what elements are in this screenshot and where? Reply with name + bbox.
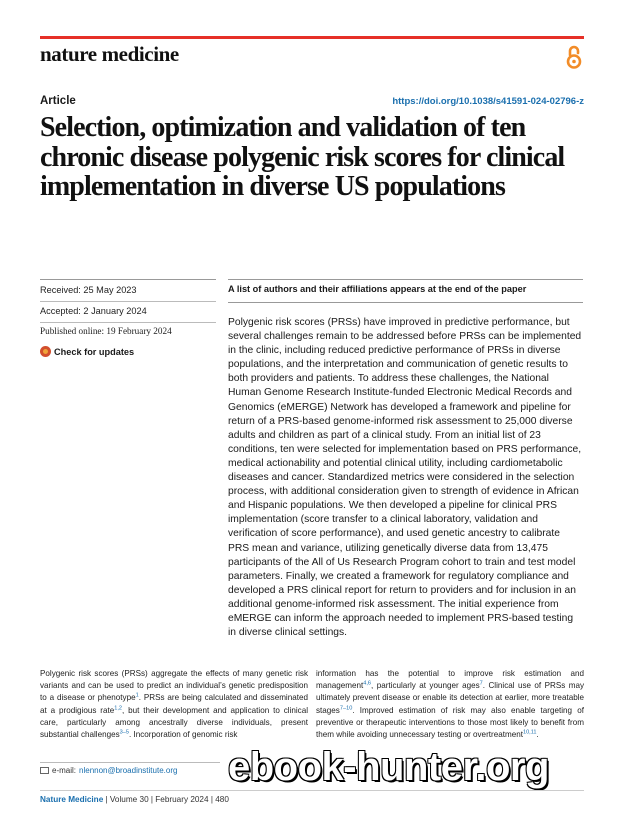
body-text: .	[536, 730, 539, 740]
divider	[228, 279, 583, 280]
article-type: Article	[40, 95, 76, 107]
body-text: Polygenic risk scores (PRSs) aggregate the effects of many genetic risk variants and can be used to predict an individual’s genetic predisposition to a disease or phenotype	[40, 669, 308, 703]
body-text: . PRSs are being calculated and disseminated at a prodigious rate	[40, 693, 308, 715]
divider	[40, 301, 216, 302]
watermark: ebook-hunter.org	[228, 745, 549, 789]
citation-link[interactable]: 7	[479, 680, 483, 687]
open-access-icon	[565, 44, 583, 70]
journal-name: nature medicine	[40, 42, 179, 66]
published-date: Published online: 19 February 2024	[40, 326, 172, 336]
email-link[interactable]: nlennon@broadinstitute.org	[79, 766, 178, 775]
divider	[40, 322, 216, 323]
citation-link[interactable]: 7–10	[339, 704, 353, 711]
body-text: , particularly at younger ages	[371, 681, 480, 691]
body-column-1	[40, 668, 308, 741]
divider	[40, 762, 220, 763]
citation-link[interactable]: 4,6	[363, 680, 372, 687]
check-for-updates-label: Check for updates	[54, 346, 135, 357]
citation-link[interactable]: 3–5	[119, 729, 129, 736]
accepted-date: Accepted: 2 January 2024	[40, 306, 147, 316]
envelope-icon	[40, 767, 49, 774]
header-rule	[40, 36, 584, 39]
citation-link[interactable]: 1,2	[114, 704, 122, 711]
citation-link[interactable]: 10,11	[522, 729, 537, 736]
body-text: . Improved estimation of risk may also enable targeting of preventive or therapeutic interventions to those most likely to benefit from them while avoiding unnecessary testing or overtreatment	[316, 705, 584, 740]
check-for-updates-button[interactable]	[40, 346, 134, 357]
doi-link[interactable]: https://doi.org/10.1038/s41591-024-02796-z	[392, 96, 584, 107]
footer-issue: | Volume 30 | February 2024 | 480	[103, 795, 229, 804]
correspondence-email	[40, 766, 177, 775]
crossmark-icon	[40, 346, 51, 357]
abstract: Polygenic risk scores (PRSs) have improved in predictive performance, but several challenges remain to be addressed before PRSs can be implemented in the clinic, including reduced predictive performance of PRSs in diverse populations, and the interpretation and communication of genetic results to both providers and patients. To address these challenges, the National Human Genome Research Institute-funded Electronic Medical Records and Genomics (eMERGE) Network has developed a framework and pipeline for return of a PRS-based genome-informed risk assessment to 25,000 diverse adults and children as part of a clinical study. From an initial list of 23 conditions, ten were selected for implementation based on PRS performance, medical actionability and potential clinical utility, including cardiometabolic diseases and cancer. Standardized metrics were considered in the selection process, with additional consideration given to strength of evidence in African and Hispanic populations. We then developed a pipeline for clinical PRS implementation (score transfer to a clinical laboratory, validation and verification of score performance), and used genetic ancestry to calibrate PRS mean and variance, utilizing genetically diverse data from 13,475 participants of the All of Us Research Program cohort to train and test model parameters. Finally, we created a framework for regulatory compliance and developed a PRS clinical report for return to providers and for inclusion in an additional genome-informed risk assessment. The initial experience from eMERGE can inform the approach needed to implement PRS-based testing in diverse clinical settings.	[228, 317, 582, 639]
received-date: Received: 25 May 2023	[40, 285, 137, 295]
divider	[228, 302, 583, 303]
affiliations-note: A list of authors and their affiliations appears at the end of the paper	[228, 284, 527, 294]
email-label: e-mail:	[52, 766, 77, 775]
body-column-2	[316, 668, 584, 741]
article-title: Selection, optimization and validation of ten chronic disease polygenic risk scores for clinical implementation in diverse US populations	[40, 112, 565, 202]
divider	[40, 790, 584, 791]
body-text: . Incorporation of genomic risk	[129, 730, 238, 740]
footer-citation	[40, 795, 229, 804]
body-text: information has the potential to improve risk estimation and management	[316, 669, 584, 691]
body-text: , but their development and application to clinical care, particularly among ancestrally diverse individuals, present substantial challenges	[40, 705, 308, 740]
citation-link[interactable]: 1	[135, 692, 139, 699]
body-text: . Clinical use of PRSs may ultimately prevent disease or enable its detection at earlier, more treatable stages	[316, 681, 584, 715]
footer-journal: Nature Medicine	[40, 795, 104, 804]
divider	[40, 279, 216, 280]
